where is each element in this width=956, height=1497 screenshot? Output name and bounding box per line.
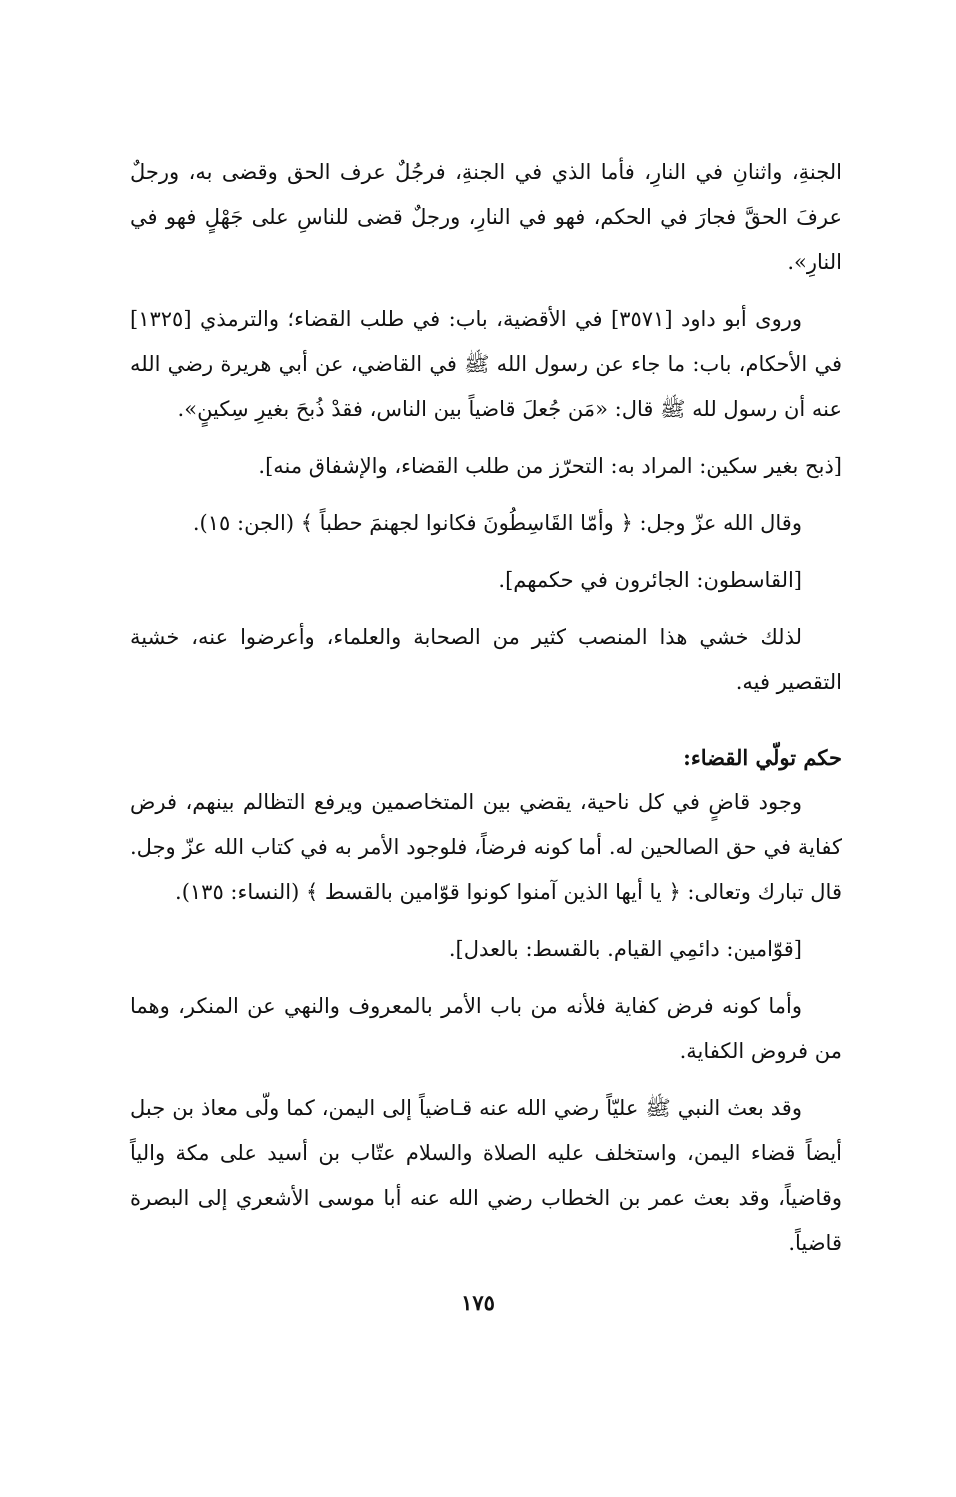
paragraph-gloss-qasitun: [القاسطون: الجائرون في حكمهم]. [498, 568, 802, 592]
paragraph-judge-obligation: وجود قاضٍ في كل ناحية، يقضي بين المتخاصمين ويرفع التظالم بينهم، فرض كفاية في حق الصالحين له. أما كونه فرضاً، فلوجود الأمر به في كتاب الله عزّ وجل. قال تبارك وتعالى: ﴿ يا أيها الذين آمنوا كونوا قوّامين بالقسط ﴾ (النساء: ١٣٥). [130, 790, 842, 904]
paragraph-gloss-qawwamin: [قوّامين: دائمِي القيام. بالقسط: بالعدل]. [448, 937, 802, 961]
page-body [130, 150, 842, 1278]
paragraph-quran-jinn: وقال الله عزّ وجل: ﴿ وأمّا القَاسِطُونَ فكانوا لجهنمَ حطباً ﴾ (الجن: ١٥). [192, 511, 802, 535]
paragraph-gloss-knife: [ذبح بغير سكين: المراد به: التحرّز من طلب القضاء، والإشفاق منه]. [258, 454, 842, 478]
paragraph-companions: لذلك خشي هذا المنصب كثير من الصحابة والعلماء، وأعرضوا عنه، خشية التقصير فيه. [130, 625, 842, 694]
paragraph-kifaya: وأما كونه فرض كفاية فلأنه من باب الأمر بالمعروف والنهي عن المنكر، وهما من فروض الكفاية. [130, 994, 842, 1063]
paragraph-abu-dawud: وروى أبو داود [٣٥٧١] في الأقضية، باب: في طلب القضاء؛ والترمذي [١٣٢٥] في الأحكام، باب: ما جاء عن رسول الله ﷺ في القاضي، عن أبي هريرة رضي الله عنه أن رسول لله ﷺ قال: «مَن جُعلَ قاضياً بين الناس، فقدْ ذُبحَ بغيرِ سِكينٍ». [130, 307, 842, 421]
paragraph-hadith-continuation: الجنةِ، واثنانِ في النارِ، فأما الذي في الجنةِ، فرجُلٌ عرف الحق وقضى به، ورجلٌ عرفَ الحقَّ فجارَ في الحكم، فهو في النارِ، ورجلٌ قضى للناسِ على جَهْلٍ فهو في النارِ». [130, 160, 842, 274]
section-heading: حكم تولّي القضاء: [683, 745, 842, 770]
paragraph-appointments: وقد بعث النبي ﷺ عليّاً رضي الله عنه قـاضياً إلى اليمن، كما ولّى معاذ بن جبل أيضاً قضاء اليمن، واستخلف عليه الصلاة والسلام عتّاب بن أسيد على مكة والياً وقاضياً، وقد بعث عمر بن الخطاب رضي الله عنه أبا موسى الأشعري إلى البصرة قاضياً. [130, 1096, 842, 1255]
page-number: ١٧٥ [461, 1290, 495, 1315]
